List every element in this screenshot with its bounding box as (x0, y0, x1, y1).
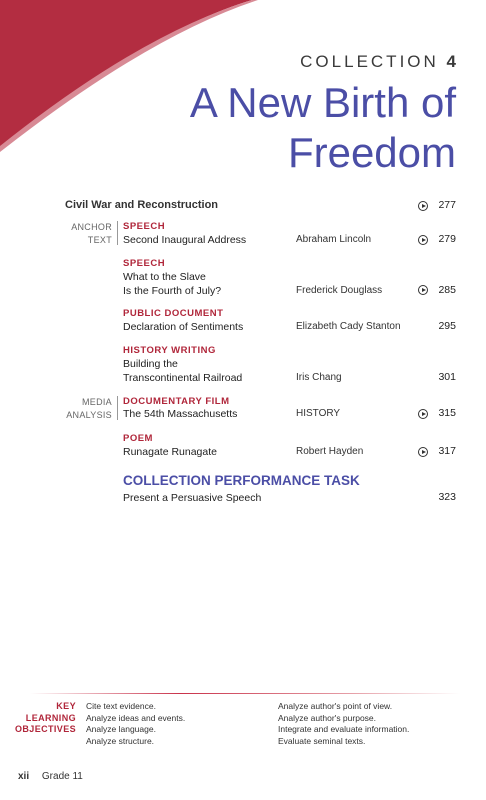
entry-page: 317 (438, 445, 456, 457)
section-title: Civil War and Reconstruction (65, 199, 219, 211)
section-page: 277 (438, 199, 456, 211)
entry-author: Abraham Lincoln (296, 234, 372, 245)
entry-title-line: Building the (123, 358, 178, 370)
entry-title-line: What to the Slave (123, 271, 206, 283)
play-circle-icon[interactable] (418, 235, 428, 245)
objectives-column-1 (86, 701, 185, 747)
entry-author: HISTORY (296, 408, 341, 419)
entry-author: Robert Hayden (296, 446, 364, 457)
entry-author: Frederick Douglass (296, 285, 383, 296)
tag-line: ANALYSIS (66, 410, 112, 420)
entry-title[interactable] (123, 270, 221, 298)
performance-task-title: COLLECTION PERFORMANCE TASK (123, 473, 360, 488)
entry-page: 315 (438, 407, 456, 419)
objectives-label-line: LEARNING (25, 712, 76, 723)
collection-label (300, 52, 456, 72)
entry-title[interactable] (123, 357, 242, 385)
objectives-label (15, 701, 76, 736)
entry-title-line: The 54th Massachusetts (123, 408, 238, 420)
objectives-label-line: OBJECTIVES (14, 724, 76, 734)
title-line-2: Freedom (287, 129, 456, 176)
objective-item: Analyze ideas and events. (86, 712, 186, 723)
objective-item: Integrate and evaluate information. (278, 724, 410, 734)
entry-title-line: Is the Fourth of July? (123, 285, 222, 297)
media-analysis-tag (0, 396, 112, 422)
entry-page: 285 (438, 284, 456, 296)
objectives-divider (30, 693, 460, 694)
entry-title-line: Transcontinental Railroad (123, 372, 243, 384)
play-circle-icon[interactable] (418, 409, 428, 419)
objective-item: Analyze author's point of view. (278, 701, 393, 711)
objectives-label-line: KEY (56, 701, 76, 711)
entry-genre: DOCUMENTARY FILM (123, 396, 230, 407)
play-circle-icon (418, 201, 428, 211)
collection-word: COLLECTION (300, 52, 439, 71)
tag-divider (117, 221, 118, 245)
anchor-text-tag (0, 221, 112, 247)
entry-genre: SPEECH (123, 221, 166, 232)
entry-title-line: Declaration of Sentiments (123, 321, 244, 333)
play-circle-icon[interactable] (418, 447, 428, 457)
page-footer (18, 771, 83, 782)
tag-divider (117, 396, 118, 420)
entry-title[interactable] (123, 445, 217, 459)
entry-genre: SPEECH (123, 258, 166, 269)
objective-item: Analyze structure. (86, 735, 155, 746)
entry-title[interactable] (123, 407, 237, 421)
objectives-column-2 (278, 701, 409, 747)
entry-page: 279 (438, 233, 456, 245)
tag-line: ANCHOR (71, 222, 112, 232)
objective-item: Cite text evidence. (86, 701, 156, 711)
entry-author: Iris Chang (296, 372, 342, 383)
entry-title[interactable] (123, 233, 246, 247)
entry-title-line: Runagate Runagate (123, 446, 217, 458)
entry-genre: POEM (123, 433, 153, 444)
collection-title (116, 78, 456, 178)
play-circle-icon[interactable] (418, 285, 428, 295)
collection-number: 4 (446, 52, 456, 71)
objective-item: Analyze author's purpose. (278, 712, 377, 723)
performance-task-page: 323 (438, 491, 456, 503)
entry-author: Elizabeth Cady Stanton (296, 321, 401, 332)
entry-genre: PUBLIC DOCUMENT (123, 308, 224, 319)
title-line-1: A New Birth of (189, 79, 456, 126)
entry-title-line: Second Inaugural Address (123, 234, 247, 246)
tag-line: TEXT (87, 235, 112, 245)
page-number: xii (18, 771, 30, 782)
objective-item: Analyze language. (86, 724, 156, 734)
entry-page: 295 (438, 320, 456, 332)
entry-genre: HISTORY WRITING (123, 345, 216, 356)
entry-title[interactable] (123, 320, 243, 334)
tag-line: MEDIA (81, 397, 112, 407)
grade-label: Grade 11 (41, 771, 83, 782)
performance-task-item[interactable]: Present a Persuasive Speech (123, 492, 262, 504)
objective-item: Evaluate seminal texts. (278, 735, 366, 746)
entry-page: 301 (438, 371, 456, 383)
